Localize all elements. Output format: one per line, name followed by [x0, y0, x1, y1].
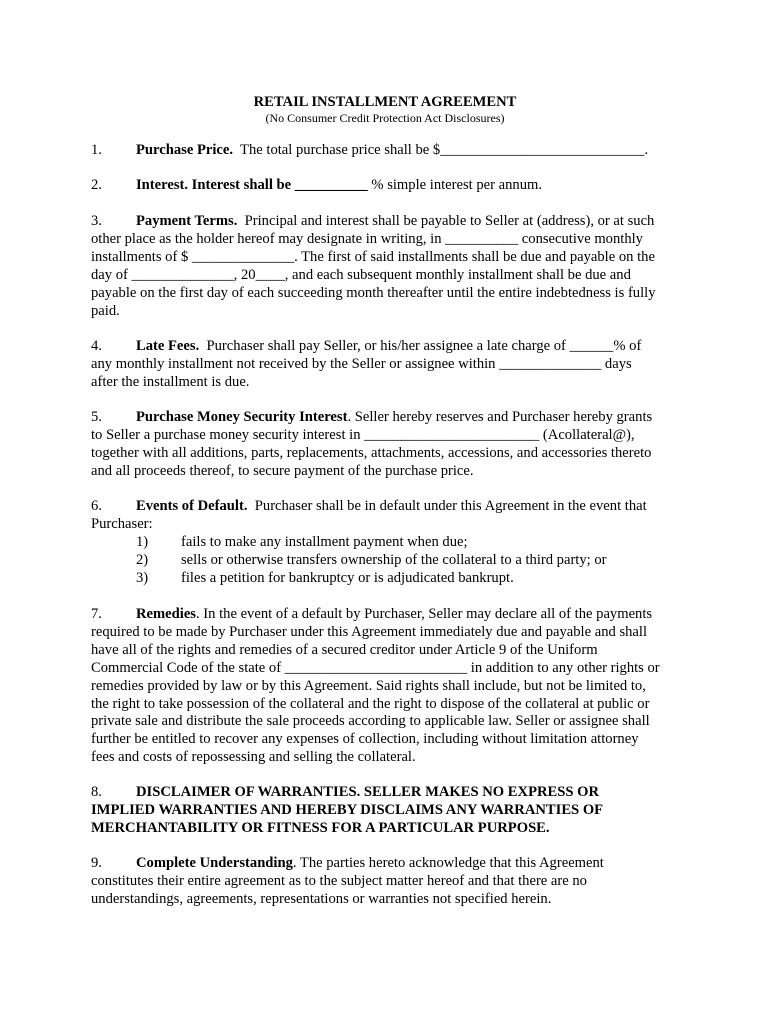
section-line: . The parties hereto acknowledge that this Agreement — [292, 855, 604, 871]
section-line: DISCLAIMER OF WARRANTIES. SELLER MAKES NO EXPRESS OR — [136, 784, 600, 800]
section-events-of-default — [91, 498, 681, 534]
section-line: . Seller hereby reserves and Purchaser hereby grants — [347, 409, 653, 425]
list-item-number: 1) — [136, 534, 149, 550]
section-text: The total purchase price shall be $____________________________. — [240, 142, 649, 158]
section-heading: Late Fees. — [136, 338, 200, 354]
section-number: 1. — [91, 142, 102, 158]
section-security-interest — [91, 409, 681, 481]
list-item-number: 3) — [136, 570, 149, 586]
document-subtitle: (No Consumer Credit Protection Act Disclosures) — [265, 111, 505, 125]
section-line: Purchaser: — [91, 515, 153, 532]
section-line: remedies provided by law or by this Agreement. Said rights shall include, but not be limited to, — [91, 677, 646, 694]
section-complete-understanding — [91, 855, 681, 909]
section-number: 6. — [91, 498, 102, 514]
list-item — [136, 534, 468, 552]
section-heading: Remedies — [136, 606, 196, 622]
section-line: MERCHANTABILITY OR FITNESS FOR A PARTICULAR PURPOSE. — [91, 819, 550, 836]
section-line: have all of the rights and remedies of a secured creditor under Article 9 of the Uniform — [91, 641, 598, 658]
section-line: and all proceeds thereof, to secure payment of the purchase price. — [91, 462, 474, 479]
section-line: other place as the holder hereof may designate in writing, in __________ consecutive monthly — [91, 230, 643, 247]
section-number: 5. — [91, 409, 102, 425]
section-line: day of ______________, 20____, and each subsequent monthly installment shall be due and — [91, 266, 631, 283]
section-heading: Payment Terms. — [136, 213, 238, 229]
section-line: Commercial Code of the state of _________________________ in addition to any other rights or — [91, 659, 660, 676]
list-item — [136, 570, 514, 588]
section-line: to Seller a purchase money security interest in ________________________ (Acollateral@), — [91, 426, 635, 443]
section-number: 9. — [91, 855, 102, 871]
section-line: payable on the first day of each succeeding month thereafter until the entire indebtedness is fully — [91, 284, 656, 301]
section-line: fees and costs of repossessing and selling the collateral. — [91, 749, 416, 766]
section-remedies — [91, 606, 681, 767]
section-line: after the installment is due. — [91, 373, 250, 390]
section-payment-terms — [91, 213, 681, 320]
section-late-fees — [91, 338, 681, 392]
section-interest — [91, 177, 681, 195]
section-disclaimer — [91, 784, 681, 838]
section-line: any monthly installment not received by the Seller or assignee within ______________ days — [91, 355, 632, 372]
section-heading: Events of Default. — [136, 498, 248, 514]
section-purchase-price — [91, 142, 681, 160]
section-number: 8. — [91, 784, 102, 800]
list-item-text: files a petition for bankruptcy or is adjudicated bankrupt. — [181, 570, 514, 586]
section-line: . In the event of a default by Purchaser, Seller may declare all of the payments — [195, 606, 653, 622]
list-item-text: sells or otherwise transfers ownership of the collateral to a third party; or — [181, 552, 607, 568]
section-line: the right to take possession of the collateral and the right to dispose of the collateral at public or — [91, 695, 650, 712]
section-number: 3. — [91, 213, 102, 229]
section-number: 7. — [91, 606, 102, 622]
document-title: RETAIL INSTALLMENT AGREEMENT — [253, 94, 517, 110]
section-heading: Purchase Money Security Interest — [136, 409, 348, 425]
section-line: constitutes their entire agreement as to the subject matter hereof and that there are no — [91, 872, 587, 889]
section-line: Purchaser shall be in default under this Agreement in the event that — [254, 498, 647, 514]
section-text: % simple interest per annum. — [371, 177, 543, 193]
section-heading: Interest. Interest shall be __________ — [136, 177, 368, 193]
section-line: private sale and distribute the sale proceeds according to applicable law. Seller or assignee shall — [91, 713, 650, 730]
section-line: required to be made by Purchaser under this Agreement immediately due and payable and shall — [91, 623, 648, 640]
section-line: Principal and interest shall be payable to Seller at (address), or at such — [244, 213, 655, 229]
section-number: 2. — [91, 177, 102, 193]
section-heading: Purchase Price. — [136, 142, 233, 158]
section-number: 4. — [91, 338, 102, 354]
list-item-text: fails to make any installment payment when due; — [181, 534, 468, 550]
section-heading: Complete Understanding — [136, 855, 293, 871]
section-line: understandings, agreements, representations or warranties not specified herein. — [91, 890, 552, 907]
section-line: IMPLIED WARRANTIES AND HEREBY DISCLAIMS ANY WARRANTIES OF — [91, 801, 604, 818]
list-item-number: 2) — [136, 552, 149, 568]
section-line: paid. — [91, 302, 120, 319]
section-line: together with all additions, parts, replacements, attachments, accessions, and accessories thereto — [91, 444, 652, 461]
section-line: installments of $ ______________. The first of said installments shall be due and payable on the — [91, 248, 655, 265]
list-item — [136, 552, 607, 570]
section-line: further be entitled to recover any expenses of collection, including without limitation attorney — [91, 731, 639, 748]
section-line: Purchaser shall pay Seller, or his/her assignee a late charge of ______% of — [206, 338, 642, 354]
